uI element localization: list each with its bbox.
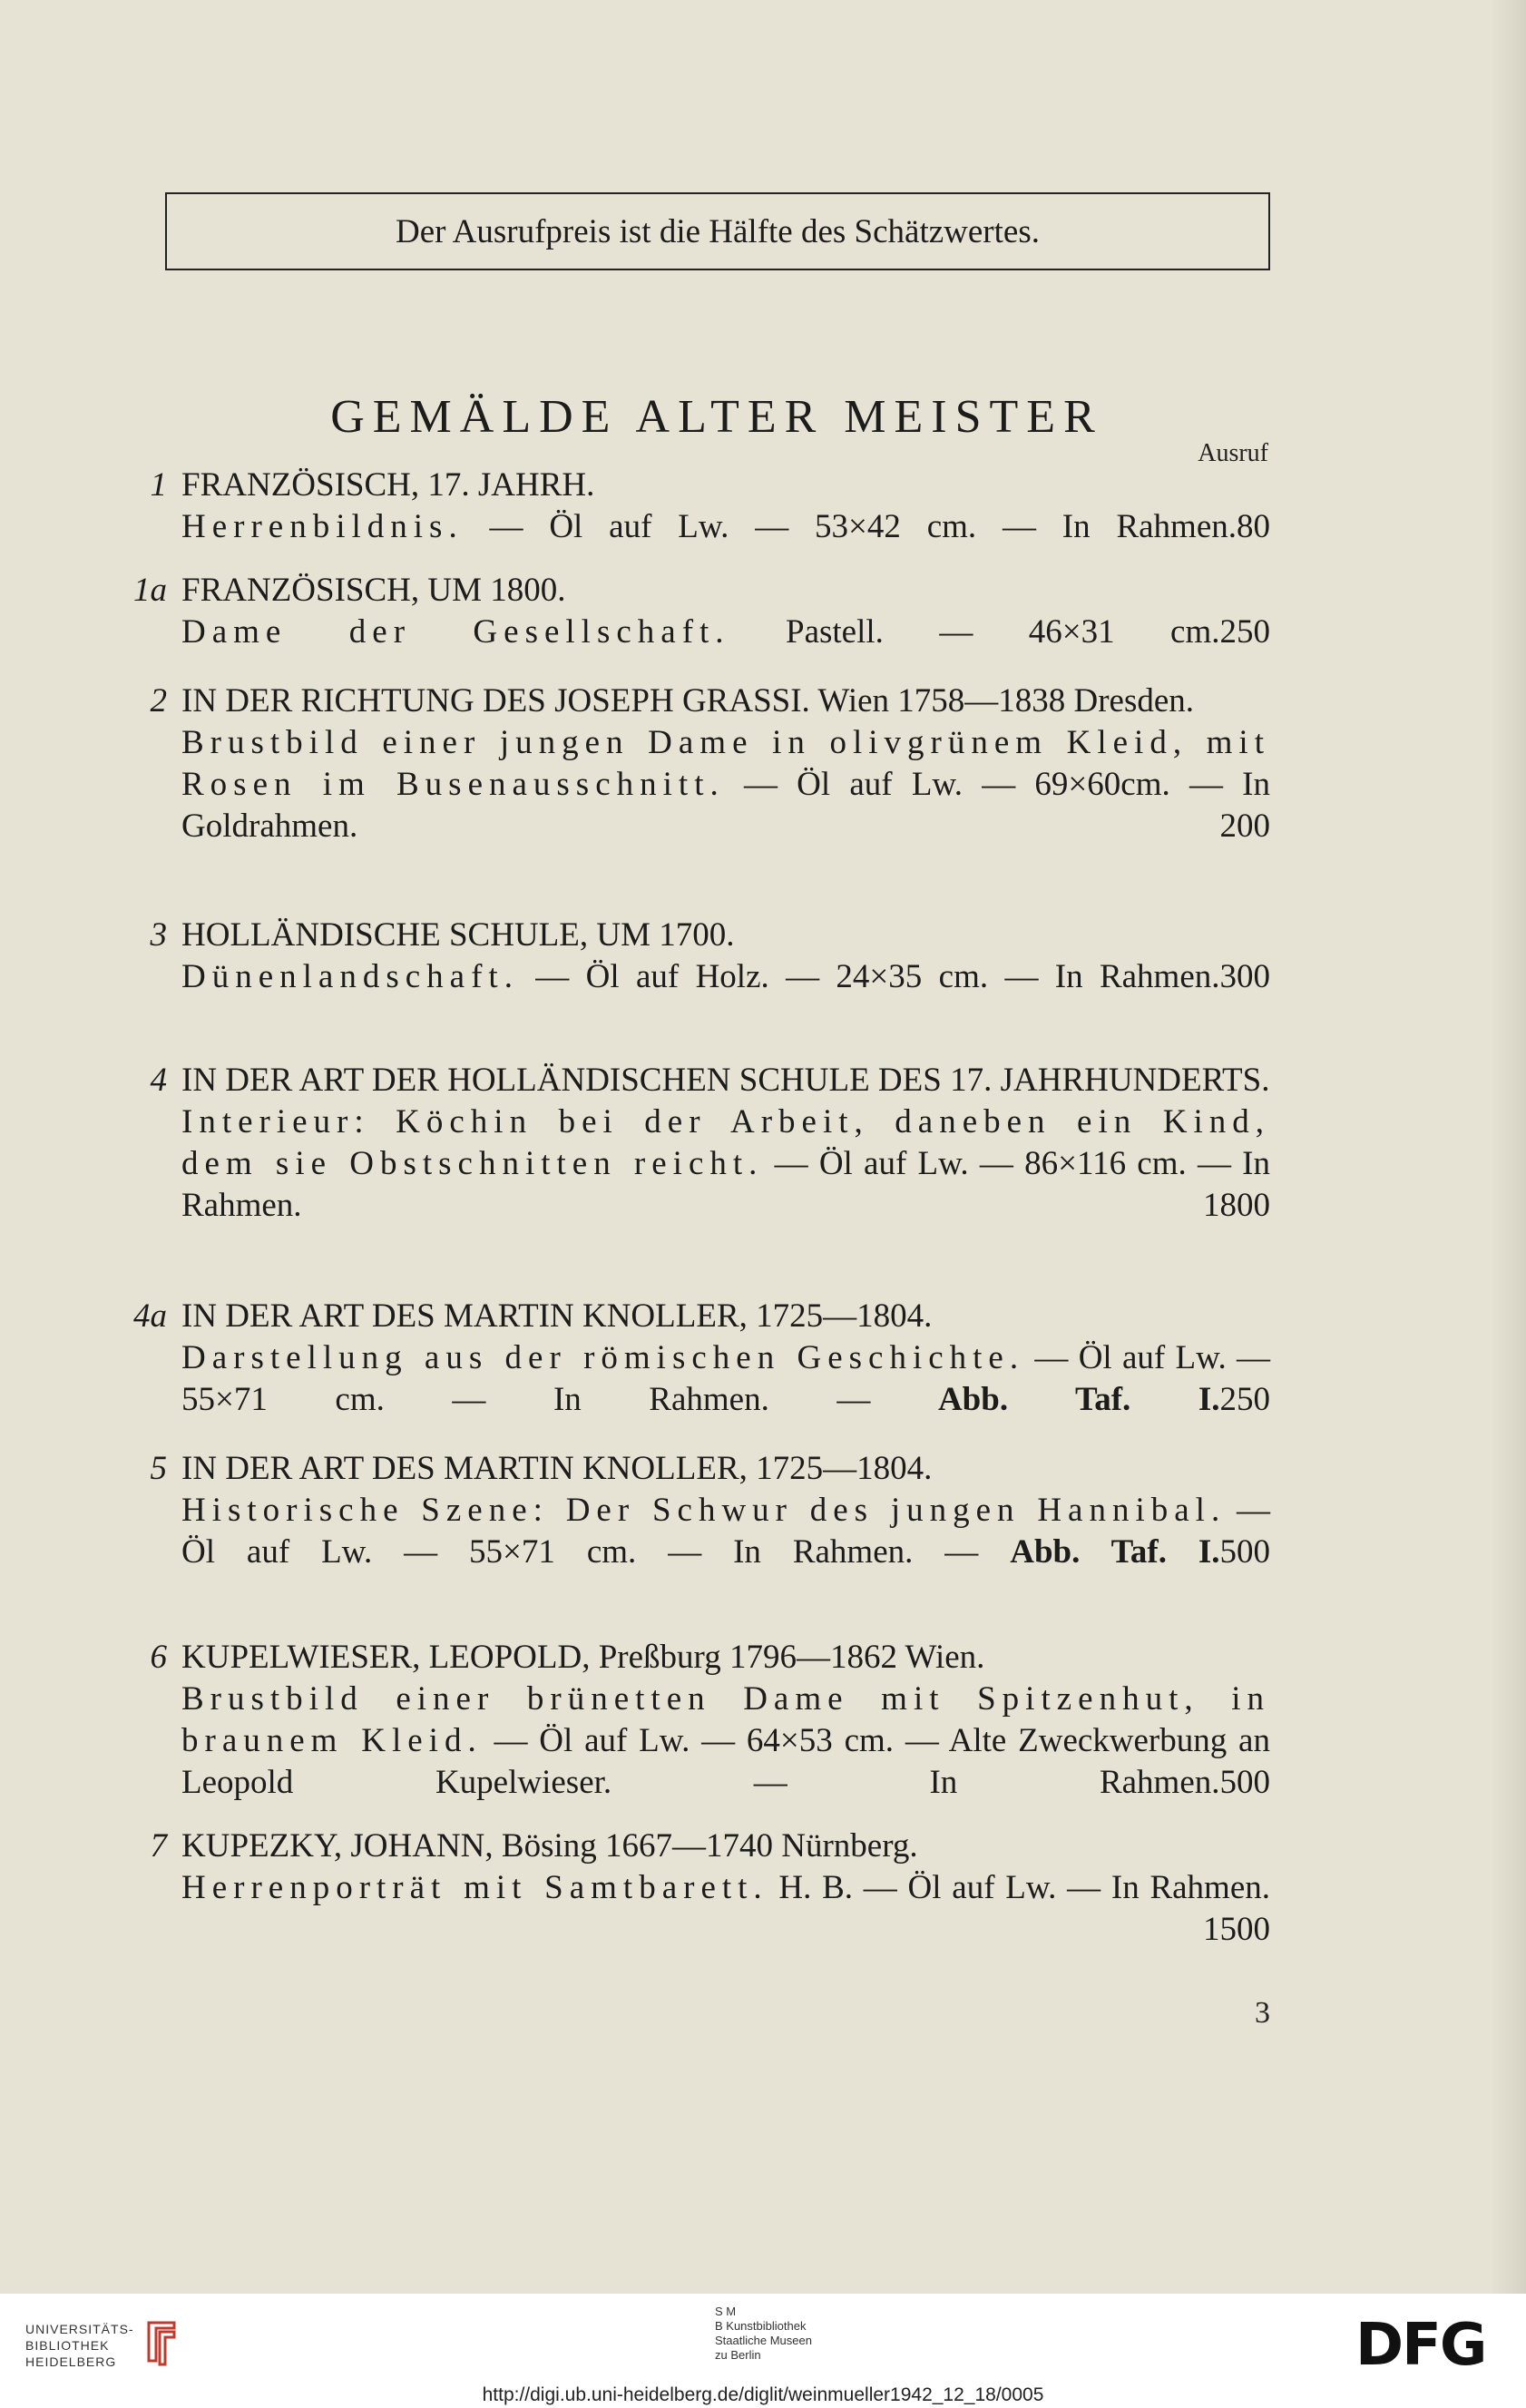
entry-description [181,722,1270,847]
entry-price: 300 [1219,958,1270,995]
entry-price: 80 [1237,508,1270,545]
entry-details: — Öl auf Lw. — 55×71 cm. — In Rahmen. — [181,1492,1270,1571]
entry-number: 3 [150,916,167,954]
university-library-logo[interactable] [25,2321,134,2370]
entry-subject: Darstellung aus der römischen Geschichte. [181,1339,1025,1376]
entry-subject: Historische Szene: Der Schwur des jungen Hannibal. [181,1492,1227,1529]
entry-heading: KUPEZKY, JOHANN, Bösing 1667—1740 Nürnberg. [181,1827,918,1865]
entry-price: 1800 [1203,1187,1270,1224]
entry-heading: FRANZÖSISCH, UM 1800. [181,572,566,609]
page-number: 3 [1255,1996,1270,2030]
entry-description [181,1490,1270,1573]
entry-subject: Herrenbildnis. [181,508,464,545]
entry-subject: Dame der Gesellschaft. [181,613,730,651]
entry-details: — Öl auf Lw. — 53×42 cm. — In Rahmen. [463,508,1237,545]
entry-plate-reference: Abb. Taf. I. [1010,1533,1220,1571]
entry-subject: Brustbild einer brünetten Dame mit Spitzenhut, in braunem Kleid. [181,1680,1270,1759]
entry-description [181,956,1270,998]
entry-description [181,1867,1270,1948]
logo-line: UNIVERSITÄTS- [25,2322,134,2336]
stamp-line: S M [715,2305,737,2318]
entry-details: — Öl auf Lw. — 64×53 cm. — Alte Zweckwerbung an Leopold Kupelwieser. — In Rahmen. [181,1722,1270,1801]
entry-number: 7 [150,1827,167,1865]
entry-number: 4 [150,1062,167,1099]
entry-price: 500 [1219,1764,1270,1801]
logo-line: BIBLIOTHEK [25,2338,110,2353]
notice-box [165,192,1270,270]
entry-price: 1500 [1203,1911,1270,1948]
entry-number: 4a [133,1297,167,1335]
entry-subject: Dünenlandschaft. [181,958,519,995]
catalog-entry [150,1448,1270,1573]
entry-heading: HOLLÄNDISCHE SCHULE, UM 1700. [181,916,735,954]
entry-details: — Öl auf Lw. — 86×116 cm. — In Rahmen. [181,1145,1270,1224]
dfg-logo[interactable]: DFG [1355,2312,1486,2379]
entry-number: 6 [150,1639,167,1676]
entry-heading: IN DER ART DER HOLLÄNDISCHEN SCHULE DES 17. JAHRHUNDERTS. [181,1062,1270,1099]
entry-details: H. B. — Öl auf Lw. — In Rahmen. [768,1869,1270,1906]
stamp-line: Staatliche Museen [715,2334,812,2347]
entry-details: — Öl auf Lw. — 55×71 cm. — In Rahmen. — [181,1339,1270,1418]
entry-number: 1 [150,466,167,504]
viewer-footer [0,2294,1526,2408]
entry-description [181,1679,1270,1804]
permalink-url[interactable]: http://digi.ub.uni-heidelberg.de/diglit/weinmueller1942_12_18/0005 [482,2384,1044,2405]
entry-subject: Herrenporträt mit Samtbarett. [181,1869,768,1906]
entry-heading: IN DER ART DES MARTIN KNOLLER, 1725—1804. [181,1450,933,1487]
stamp-line: zu Berlin [715,2348,761,2362]
entry-heading: IN DER ART DES MARTIN KNOLLER, 1725—1804. [181,1297,933,1335]
entry-price: 250 [1219,613,1270,651]
notice-text: Der Ausrufpreis ist die Hälfte des Schätzwertes. [396,212,1040,250]
entry-subject: Brustbild einer jungen Dame in olivgrünem Kleid, mit Rosen im Busenausschnitt. [181,724,1270,803]
entry-plate-reference: Abb. Taf. I. [937,1381,1220,1418]
entry-number: 5 [150,1450,167,1487]
entry-description [181,612,1270,653]
catalog-entry [150,465,1270,548]
entry-details: Pastell. — 46×31 cm. [729,613,1220,651]
entry-heading: KUPELWIESER, LEOPOLD, Preßburg 1796—1862 Wien. [181,1639,985,1676]
entry-heading: IN DER RICHTUNG DES JOSEPH GRASSI. Wien 1758—1838 Dresden. [181,682,1195,719]
library-stamp [715,2305,812,2363]
catalog-entry [150,1637,1270,1804]
catalog-entry [133,1296,1270,1421]
entry-description [181,1101,1270,1227]
entry-number: 1a [133,572,167,609]
entry-details: — Öl auf Lw. — 69×60cm. — In Goldrahmen. [181,766,1270,845]
entry-price: 500 [1219,1533,1270,1571]
entry-description [181,506,1270,548]
catalog-entry [150,1060,1270,1227]
library-emblem-icon [142,2317,181,2368]
stamp-line: B Kunstbibliothek [715,2319,807,2333]
entry-subject: Interieur: Köchin bei der Arbeit, daneben ein Kind, dem sie Obstschnitten reicht. [181,1103,1270,1182]
entry-heading: FRANZÖSISCH, 17. JAHRH. [181,466,595,504]
catalog-entry [150,1826,1270,1951]
catalog-entry [133,570,1270,653]
entry-price: 200 [1219,808,1270,845]
logo-line: HEIDELBERG [25,2354,117,2369]
entry-number: 2 [150,682,167,719]
price-column-heading: Ausruf [1198,439,1268,467]
section-title: GEMÄLDE ALTER MEISTER [330,391,1103,443]
catalog-entry [150,680,1270,847]
catalog-entry [150,915,1270,998]
entry-price: 250 [1219,1381,1270,1418]
entry-details: — Öl auf Holz. — 24×35 cm. — In Rahmen. [518,958,1220,995]
entry-description [181,1337,1270,1421]
